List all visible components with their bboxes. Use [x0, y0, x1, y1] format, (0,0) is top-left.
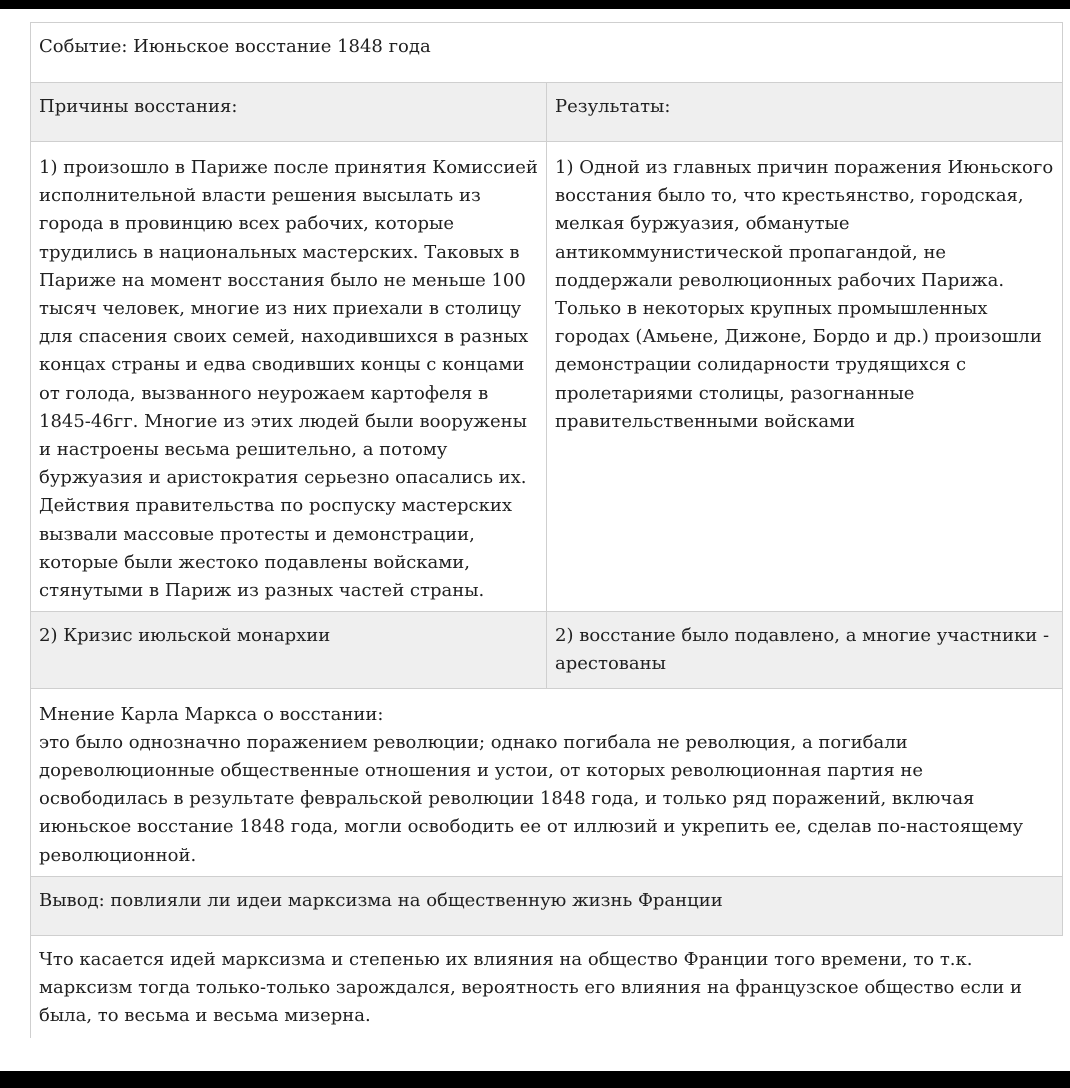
conclusion-text-cell — [31, 935, 1063, 1038]
cause-text-2: 2) Кризис июльской монархии — [39, 625, 331, 647]
event-table — [30, 22, 1063, 1038]
result-text-2: 2) восстание было подавлено, а многие участники - арестованы — [555, 625, 1050, 675]
conclusion-text: Что касается идей марксизма и степенью их влияния на общество Франции того времени, то т.к. марксизм тогда только-только зарождался, вероятность его влияния на французское общество если и была, то весьма и весьма мизерна. — [39, 948, 1022, 1027]
conclusion-label: Вывод: повлияли ли идеи марксизма на общественную жизнь Франции — [39, 889, 723, 911]
result-text-1: 1) Одной из главных причин поражения Июньского восстания было то, что крестьянство, городская, мелкая буржуазия, обманутые антикоммунистической пропагандой, не поддержали революционных рабочих Парижа. Только в некоторых крупных промышленных городах (Амьене, Дижоне, Бордо и др.) произошли демонстрации солидарности трудящихся с пролетариями столицы, разогнанные правительственными войсками — [555, 157, 1054, 432]
result-cell-1 — [547, 142, 1063, 612]
marx-text: это было однозначно поражением революции; однако погибала не революция, а погибали дореволюционные общественные отношения и устои, от которых революционная партия не освободилась в результате февральской революции 1848 года, и только ряд поражений, включая июньское восстание 1848 года, могли освободить ее от иллюзий и укрепить ее, сделав по-настоящему революционной. — [39, 731, 1024, 866]
bottom-black-bar — [0, 1071, 1070, 1088]
results-header: Результаты: — [555, 96, 671, 117]
causes-header: Причины восстания: — [39, 96, 238, 117]
cause-text-1: 1) произошло в Париже после принятия Комиссией исполнительной власти решения высылать из города в провинцию всех рабочих, которые трудились в национальных мастерских. Таковых в Париже на момент восстания было не меньше 100 тысяч человек, многие из них приехали в столицу для спасения своих семей, находившихся в разных концах страны и едва сводивших концы с концами от голода, вызванного неурожаем картофеля в 1845-46гг. Многие из этих людей были вооружены и настроены весьма решительно, а потому буржуазия и аристократия серьезно опасались их. Действия правительства по роспуску мастерских вызвали массовые протесты и демонстрации, которые были жестоко подавлены войсками, стянутыми в Париж из разных частей страны. — [39, 157, 538, 602]
event-label: Событие: Июньское восстание 1848 года — [39, 36, 431, 57]
causes-header-cell — [31, 83, 547, 142]
marx-heading: Мнение Карла Маркса о восстании: — [39, 703, 384, 725]
event-cell — [31, 23, 1063, 83]
top-black-bar — [0, 0, 1070, 9]
result-cell-2 — [547, 612, 1063, 688]
marx-cell — [31, 688, 1063, 876]
cause-cell-1 — [31, 142, 547, 612]
results-header-cell — [547, 83, 1063, 142]
conclusion-label-cell — [31, 876, 1063, 935]
cause-cell-2 — [31, 612, 547, 688]
